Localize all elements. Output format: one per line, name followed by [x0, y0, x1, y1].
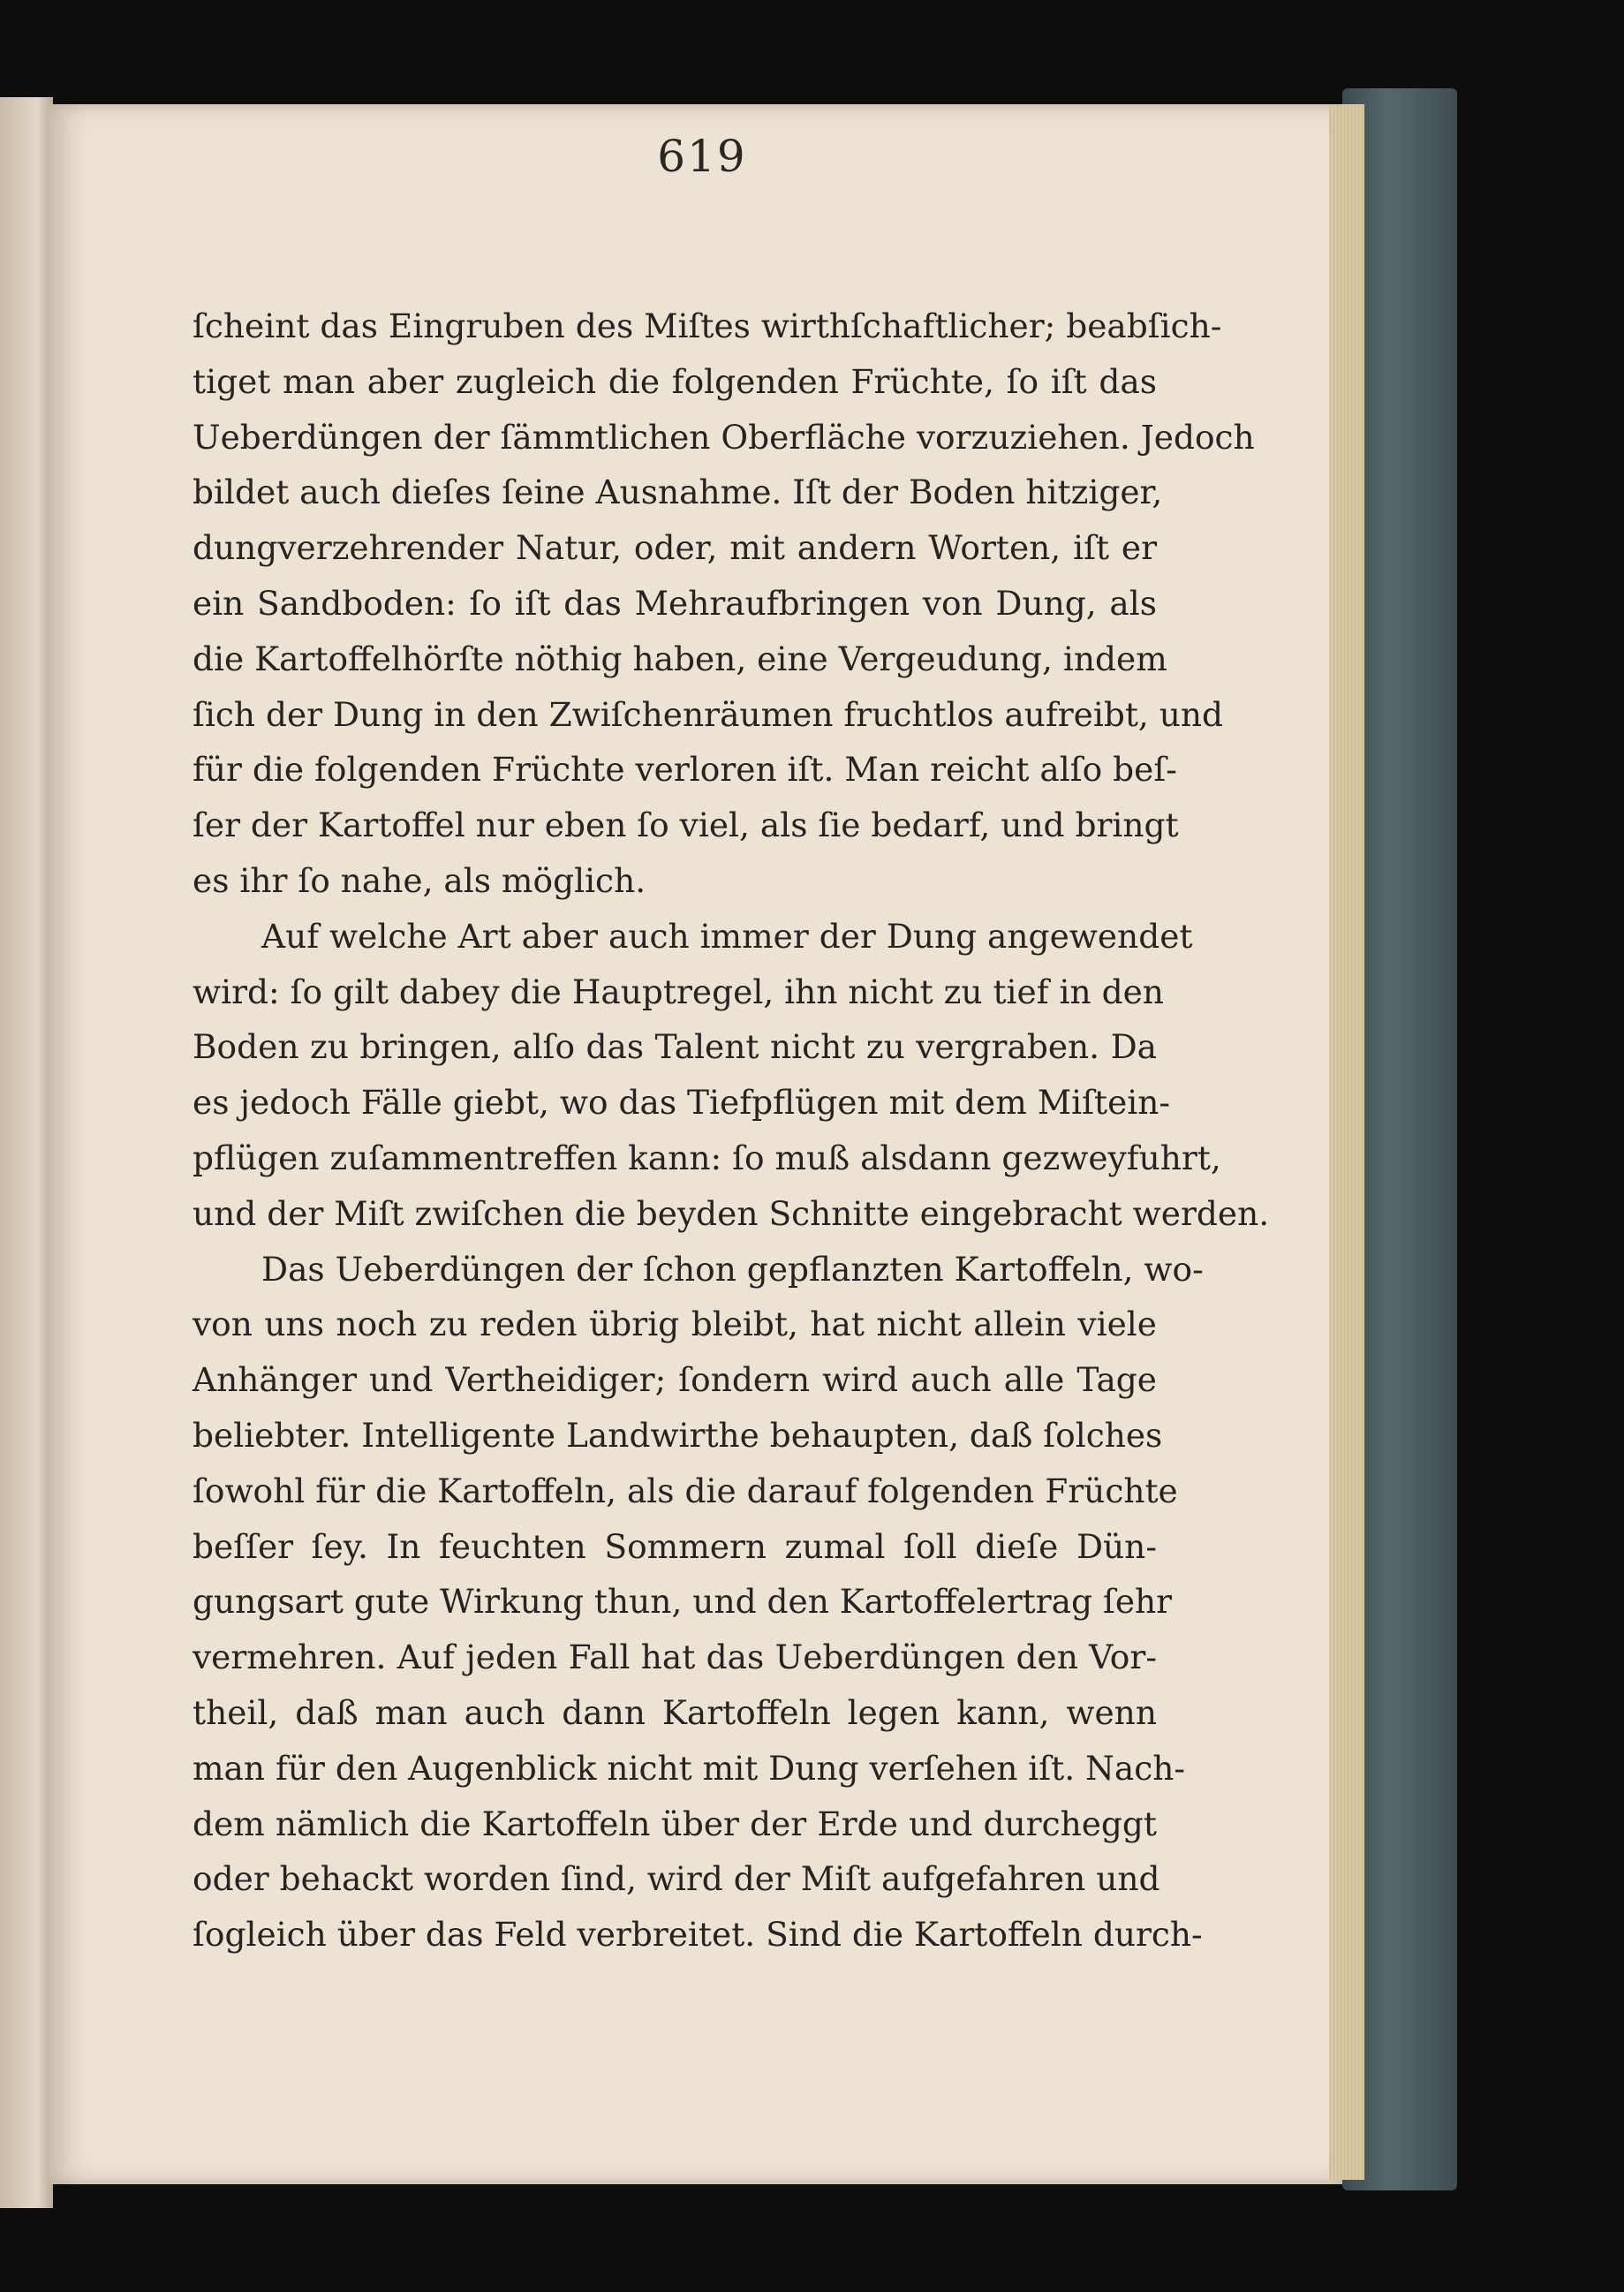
left-page-edge: [0, 97, 53, 2208]
text-line: ein Sandboden: ſo iſt das Mehraufbringen von Dung, als: [193, 583, 1157, 623]
text-line: oder behackt worden ſind, wird der Miſt aufgefahren und: [193, 1859, 1160, 1899]
page-edges: [1329, 104, 1364, 2180]
text-line: ſich der Dung in den Zwiſchenräumen fruchtlos aufreibt, und: [193, 694, 1224, 734]
text-line: beſſer ſey. In feuchten Sommern zumal ſoll dieſe Dün-: [193, 1526, 1157, 1566]
text-line: gungsart gute Wirkung thun, und den Kartoffelertrag ſehr: [193, 1582, 1173, 1622]
text-line: und der Miſt zwiſchen die beyden Schnitte eingebracht werden.: [193, 1193, 1270, 1233]
text-line: bildet auch dieſes ſeine Ausnahme. Iſt der Boden hitziger,: [193, 473, 1163, 512]
text-line: tiget man aber zugleich die folgenden Früchte, ſo iſt das: [193, 361, 1157, 401]
paragraph: [193, 1242, 1204, 1963]
text-line: wird: ſo gilt dabey die Hauptregel, ihn nicht zu tief in den: [193, 972, 1164, 1011]
text-line: ſowohl für die Kartoffeln, als die darauf folgenden Früchte: [193, 1471, 1178, 1510]
text-line: es ihr ſo nahe, als möglich.: [193, 860, 646, 900]
body-text: [193, 299, 1270, 1963]
paragraph: [193, 299, 1255, 909]
text-line: theil, daß man auch dann Kartoffeln legen kann, wenn: [193, 1692, 1157, 1732]
text-line: für die folgenden Früchte verloren iſt. Man reicht alſo beſ-: [193, 750, 1177, 790]
text-line: Anhänger und Vertheidiger; ſondern wird auch alle Tage: [193, 1360, 1157, 1400]
text-line: ſer der Kartoffel nur eben ſo viel, als ſie bedarf, und bringt: [193, 806, 1179, 845]
text-line: die Kartoffelhörſte nöthig haben, eine Vergeudung, indem: [193, 639, 1167, 678]
text-line: pflügen zuſammentreffen kann: ſo muß alsdann gezweyfuhrt,: [193, 1138, 1221, 1177]
text-line: man für den Augenblick nicht mit Dung verſehen iſt. Nach-: [193, 1748, 1186, 1788]
text-line: dem nämlich die Kartoffeln über der Erde und durcheggt: [193, 1804, 1157, 1843]
text-line: vermehren. Auf jeden Fall hat das Ueberdüngen den Vor-: [193, 1638, 1157, 1677]
text-line: Ueberdüngen der ſämmtlichen Oberfläche vorzuziehen. Jedoch: [193, 417, 1255, 457]
text-line: von uns noch zu reden übrig bleibt, hat nicht allein viele: [193, 1305, 1157, 1344]
text-line: es jedoch Fälle giebt, wo das Tiefpflügen mit dem Miſtein-: [193, 1083, 1171, 1123]
text-line: ſogleich über das Feld verbreitet. Sind die Kartoffeln durch-: [193, 1915, 1203, 1955]
text-line: dungverzehrender Natur, oder, mit andern Worten, iſt er: [193, 528, 1157, 568]
page-number: 619: [657, 131, 747, 182]
text-line: ſcheint das Eingruben des Miſtes wirthſchaftlicher; beabſich-: [193, 306, 1222, 345]
text-line: beliebter. Intelligente Landwirthe behaupten, daß ſolches: [193, 1415, 1163, 1455]
paragraph: [193, 909, 1270, 1242]
text-line: Boden zu bringen, alſo das Talent nicht zu vergraben. Da: [193, 1027, 1157, 1067]
text-line: Das Ueberdüngen der ſchon gepflanzten Kartoffeln, wo-: [261, 1249, 1204, 1289]
text-line: Auf welche Art aber auch immer der Dung angewendet: [261, 916, 1193, 956]
